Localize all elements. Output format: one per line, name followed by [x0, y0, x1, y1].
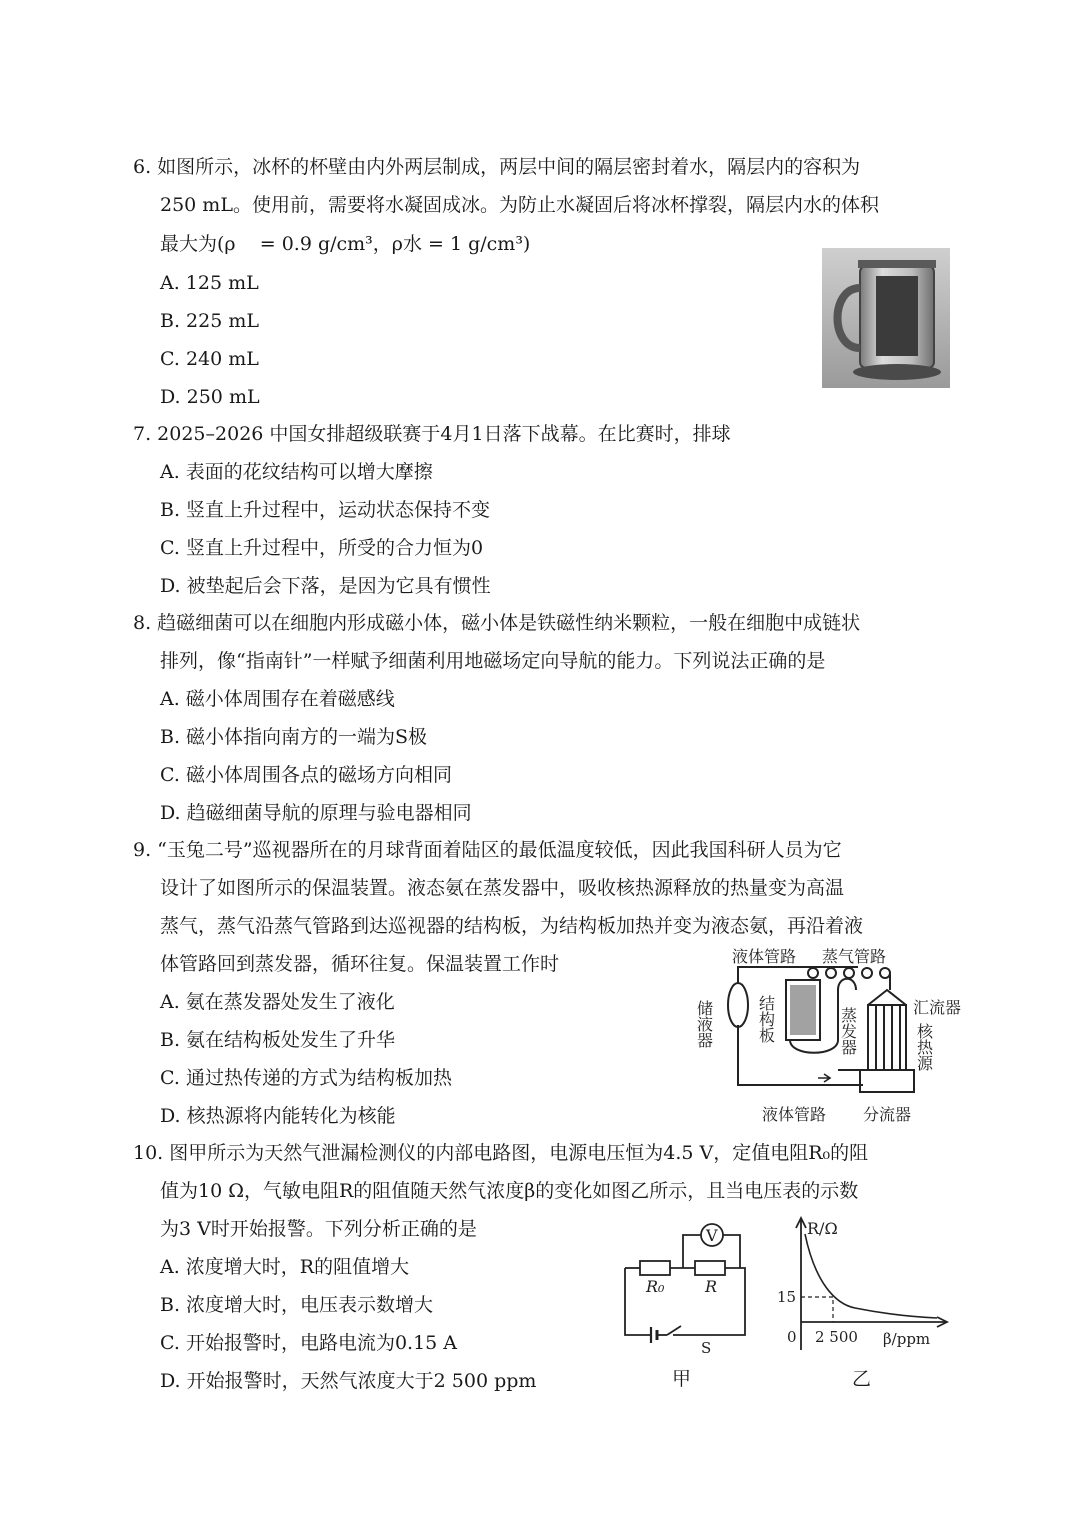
q6-option-d: D. 250 mL: [160, 386, 260, 408]
q8-option-b: B. 磁小体指向南方的一端为S极: [160, 726, 428, 748]
q7-option-a: A. 表面的花纹结构可以增大摩擦: [160, 461, 433, 483]
q6-option-b: B. 225 mL: [160, 310, 259, 332]
graph-y-tick: 15: [777, 1288, 797, 1306]
label-liquid-pipe-top: 液体管路: [732, 947, 797, 966]
q6-stem-line-1: 6. 如图所示，冰杯的杯壁由内外两层制成，两层中间的隔层密封着水，隔层内的容积为: [133, 156, 861, 178]
label-distributor: 分流器: [863, 1105, 912, 1124]
graph-x-tick: 2 500: [815, 1328, 858, 1346]
label-structure-plate: 结构板: [756, 995, 776, 1043]
label-collector: 汇流器: [913, 998, 962, 1017]
q10-option-b: B. 浓度增大时，电压表示数增大: [160, 1294, 434, 1316]
q9-stem-line-1: 9. “玉兔二号”巡视器所在的月球背面着陆区的最低温度较低，因此我国科研人员为它: [133, 839, 842, 861]
ice-cup-photo: [822, 248, 950, 388]
q7-option-b: B. 竖直上升过程中，运动状态保持不变: [160, 499, 491, 521]
q9-stem-line-3: 蒸气，蒸气沿蒸气管路到达巡视器的结构板，为结构板加热并变为液态氨，再沿着液: [160, 915, 864, 937]
label-evaporator: 蒸发器: [838, 1007, 858, 1055]
circuit-caption: 甲: [672, 1368, 692, 1390]
graph-caption: 乙: [852, 1368, 872, 1390]
label-liquid-pipe-bottom: 液体管路: [762, 1105, 827, 1124]
dashed-guide: [801, 1297, 833, 1322]
resistance-graph: [775, 1212, 960, 1362]
r-label: R: [705, 1277, 718, 1296]
q6-stem-line-3: 最大为(ρ = 0.9 g/cm³，ρ水 = 1 g/cm³): [160, 233, 531, 255]
q7-option-d: D. 被垫起后会下落，是因为它具有惯性: [160, 575, 491, 597]
q9-option-a: A. 氨在蒸发器处发生了液化: [160, 991, 395, 1013]
q10-option-d: D. 开始报警时，天然气浓度大于2 500 ppm: [160, 1370, 537, 1392]
q6-stem-line-2: 250 mL。使用前，需要将水凝固成冰。为防止水凝固后将冰杯撑裂，隔层内水的体积: [160, 194, 879, 216]
q9-stem-line-4: 体管路回到蒸发器，循环往复。保温装置工作时: [160, 953, 560, 975]
resistor-r0: [640, 1261, 670, 1275]
q7-stem-line-1: 7. 2025–2026 中国女排超级联赛于4月1日落下战幕。在比赛时，排球: [133, 423, 731, 445]
graph-origin: 0: [787, 1328, 797, 1346]
q9-stem-line-2: 设计了如图所示的保温装置。液态氨在蒸发器中，吸收核热源释放的热量变为高温: [160, 877, 845, 899]
q8-stem-line-2: 排列，像“指南针”一样赋予细菌利用地磁场定向导航的能力。下列说法正确的是: [160, 650, 826, 672]
q10-option-c: C. 开始报警时，电路电流为0.15 A: [160, 1332, 458, 1354]
q7-option-c: C. 竖直上升过程中，所受的合力恒为0: [160, 537, 484, 559]
q8-option-c: C. 磁小体周围各点的磁场方向相同: [160, 764, 452, 786]
q9-option-c: C. 通过热传递的方式为结构板加热: [160, 1067, 452, 1089]
voltmeter-label: V: [706, 1226, 718, 1245]
resistance-curve: [805, 1234, 937, 1318]
q8-option-d: D. 趋磁细菌导航的原理与验电器相同: [160, 802, 472, 824]
graph-xlabel: β/ppm: [883, 1330, 931, 1348]
label-nuclear-source: 核热源: [914, 1023, 934, 1071]
q10-stem-line-2: 值为10 Ω，气敏电阻R的阻值随天然气浓度β的变化如图乙所示，且当电压表的示数: [160, 1180, 859, 1202]
q9-option-d: D. 核热源将内能转化为核能: [160, 1105, 396, 1127]
q6-option-c: C. 240 mL: [160, 348, 259, 370]
r0-label: R₀: [646, 1277, 665, 1296]
q10-option-a: A. 浓度增大时，R的阻值增大: [160, 1256, 410, 1278]
label-reservoir: 储液器: [694, 1000, 714, 1048]
label-vapor-pipe: 蒸气管路: [822, 947, 887, 966]
circuit-diagram: [615, 1215, 765, 1365]
q9-option-b: B. 氨在结构板处发生了升华: [160, 1029, 396, 1051]
q8-stem-line-1: 8. 趋磁细菌可以在细胞内形成磁小体，磁小体是铁磁性纳米颗粒，一般在细胞中成链状: [133, 612, 861, 634]
q10-stem-line-3: 为3 V时开始报警。下列分析正确的是: [160, 1218, 477, 1240]
q10-stem-line-1: 10. 图甲所示为天然气泄漏检测仪的内部电路图，电源电压恒为4.5 V，定值电阻R₀的阻: [133, 1142, 869, 1164]
thermal-device-diagram: [694, 945, 962, 1125]
switch-label: S: [701, 1339, 712, 1357]
q6-option-a: A. 125 mL: [160, 272, 259, 294]
graph-ylabel: R/Ω: [807, 1219, 838, 1238]
q8-option-a: A. 磁小体周围存在着磁感线: [160, 688, 395, 710]
resistor-r: [695, 1261, 725, 1275]
